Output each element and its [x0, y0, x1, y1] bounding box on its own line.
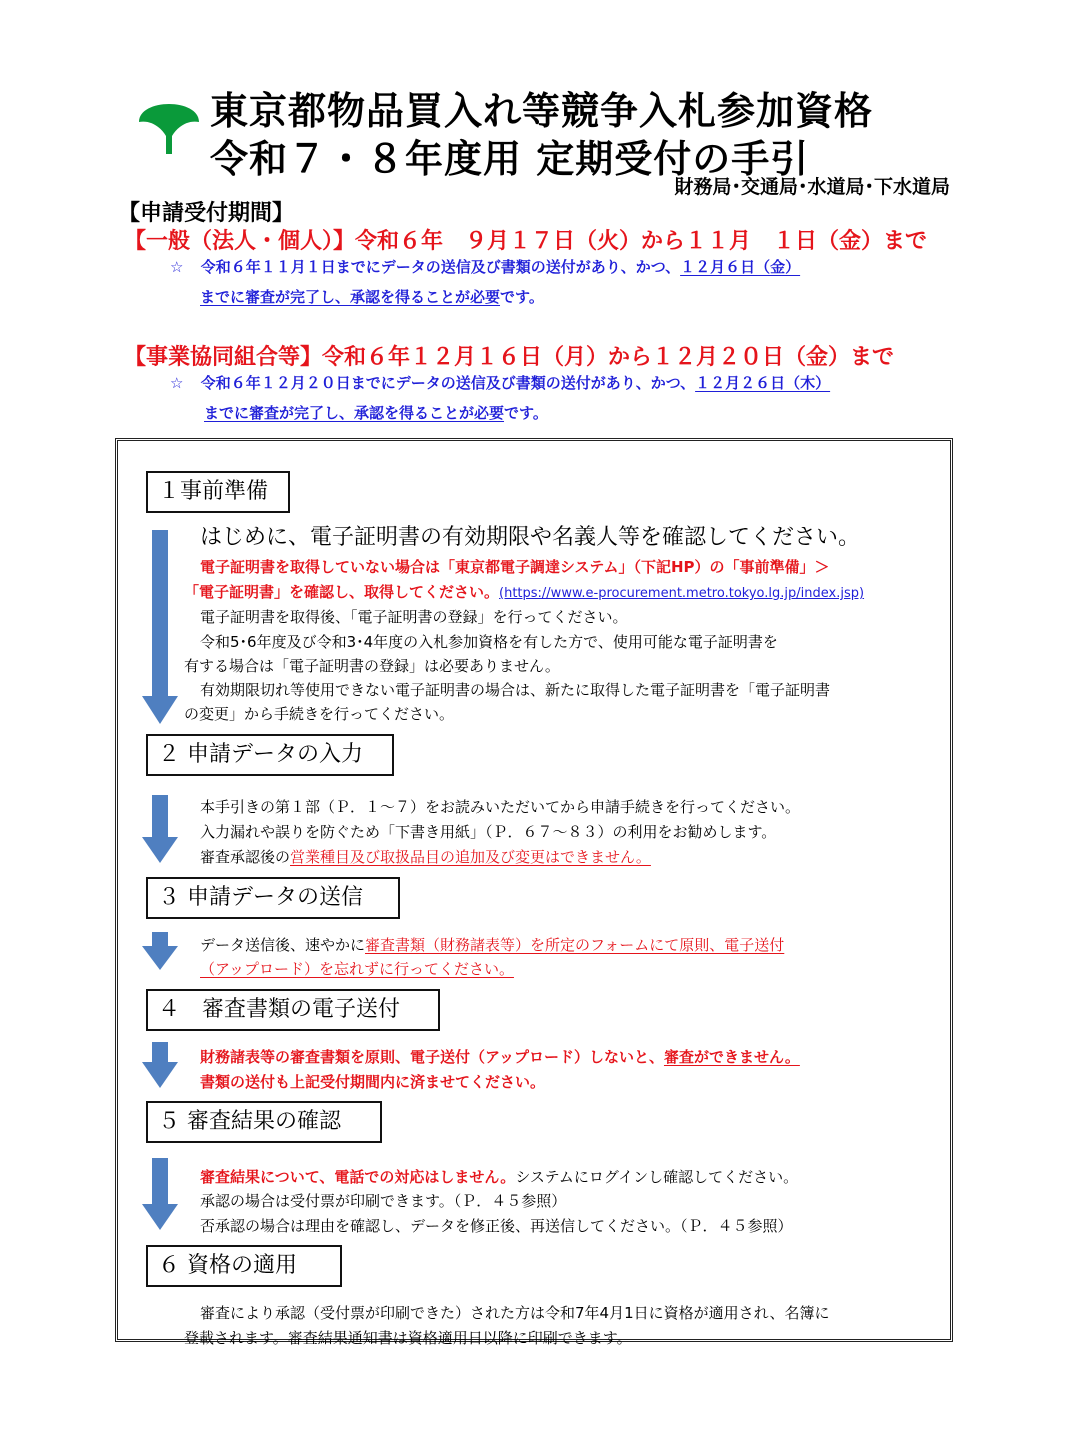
step-4-line-2: 書類の送付も上記受付期間内に済ませてください。: [200, 1073, 546, 1091]
title-line-2: 令和７・８年度用 定期受付の手引: [210, 137, 810, 181]
step-2-line-3: [200, 846, 651, 867]
general-note-date: １２月６日（金）: [680, 258, 801, 276]
step-5-warning: 審査結果について、電話での対応はしません。: [200, 1168, 516, 1186]
step-6-line-2: 登載されます。審査結果通知書は資格適用日以降に印刷できます。: [184, 1329, 632, 1347]
step-5-line-1-tail: システムにログインし確認してください。: [515, 1168, 799, 1186]
step-5-line-3: 否承認の場合は理由を確認し、データを修正後、再送信してください。（Ｐ．４５参照）: [200, 1217, 793, 1235]
step-1-intro: はじめに、電子証明書の有効期限や名義人等を確認してください。: [200, 525, 861, 550]
general-note-line-2: [200, 286, 544, 307]
down-arrow-icon: [140, 1042, 180, 1090]
step-3-line-1-prefix: データ送信後、速やかに: [200, 936, 366, 954]
step-1-red-line-1: 電子証明書を取得していない場合は「東京都電子調達システム」（下記HP）の「事前準備」＞: [200, 558, 830, 576]
step-3-line-2: （アップロード）を忘れずに行ってください。: [200, 960, 514, 978]
general-note-text: 令和６年１１月１日までにデータの送信及び書類の送付があり、かつ、: [200, 258, 681, 276]
step-1-line-4: 令和5･6年度及び令和3･4年度の入札参加資格を有した方で、使用可能な電子証明書を: [200, 633, 778, 651]
star-icon: ☆: [170, 374, 184, 392]
general-note-line-1: [170, 256, 800, 277]
step-6-line-1: 審査により承認（受付票が印刷できた）された方は令和7年4月1日に資格が適用され、名簿に: [200, 1304, 830, 1322]
step-1-red-line-2: [184, 581, 864, 602]
bureaus: 財務局･交通局･水道局･下水道局: [674, 176, 950, 198]
general-note-requirement: までに審査が完了し、承認を得ることが必要: [200, 288, 501, 306]
title-line-1: 東京都物品買入れ等競争入札参加資格: [210, 89, 874, 133]
step-1-line-7: の変更」から手続きを行ってください。: [184, 705, 455, 723]
step-4-line-1: [200, 1046, 800, 1067]
down-arrow-icon: [140, 932, 180, 972]
step-4-line-1-prefix: 財務諸表等の審査書類を原則、電子送付（アップロード）しないと、: [200, 1048, 664, 1066]
star-icon: ☆: [170, 258, 184, 276]
step-1-label: １事前準備: [146, 471, 290, 513]
step-4-label: ４ 審査書類の電子送付: [146, 989, 440, 1031]
step-1-red-text: 「電子証明書」を確認し、取得してください。: [184, 583, 500, 601]
step-5-line-1: [200, 1166, 798, 1187]
down-arrow-icon: [140, 530, 180, 726]
general-period: 【一般（法人・個人）】令和６年 ９月１７日（火）から１１月 １日（金）まで: [124, 229, 928, 254]
general-note-tail: です。: [500, 288, 544, 306]
step-3-label: ３ 申請データの送信: [146, 877, 400, 919]
cooperative-note-date: １２月２６日（木）: [695, 374, 831, 392]
step-1-line-3: 電子証明書を取得後、「電子証明書の登録」を行ってください。: [200, 608, 628, 626]
period-heading: 【申請受付期間】: [118, 201, 295, 226]
step-2-line-2: 入力漏れや誤りを防ぐため「下書き用紙」（Ｐ．６７～８３）の利用をお勧めします。: [200, 823, 777, 841]
ginkgo-logo-icon: [136, 86, 202, 158]
cooperative-note-line-2: [204, 402, 548, 423]
cooperative-period: 【事業協同組合等】令和６年１２月１６日（月）から１２月２０日（金）まで: [124, 345, 895, 370]
step-6-label: ６ 資格の適用: [146, 1245, 342, 1287]
step-3-line-1: [200, 934, 784, 955]
step-5-label: ５ 審査結果の確認: [146, 1101, 382, 1143]
cooperative-note-text: 令和６年１２月２０日までにデータの送信及び書類の送付があり、かつ、: [200, 374, 696, 392]
step-1-line-5: 有する場合は「電子証明書の登録」は必要ありません。: [184, 657, 560, 675]
cooperative-note-tail: です。: [504, 404, 548, 422]
step-2-line-3-prefix: 審査承認後の: [200, 848, 291, 866]
cooperative-note-line-1: [170, 372, 830, 393]
down-arrow-icon: [140, 795, 180, 865]
step-2-warning: 営業種目及び取扱品目の追加及び変更はできません。: [290, 848, 651, 866]
step-3-warning: 審査書類（財務諸表等）を所定のフォームにて原則、電子送付: [365, 936, 785, 954]
step-5-line-2: 承認の場合は受付票が印刷できます。（Ｐ．４５参照）: [200, 1192, 567, 1210]
step-1-line-6: 有効期限切れ等使用できない電子証明書の場合は、新たに取得した電子証明書を「電子証明書: [200, 681, 831, 699]
step-4-warning: 審査ができません。: [663, 1048, 800, 1066]
down-arrow-icon: [140, 1158, 180, 1232]
step-2-line-1: 本手引きの第１部（Ｐ．１～７）をお読みいただいてから申請手続きを行ってください。: [200, 798, 801, 816]
step-2-label: ２ 申請データの入力: [146, 734, 394, 776]
e-procurement-link[interactable]: (https://www.e-procurement.metro.tokyo.lg.jp/index.jsp): [499, 586, 865, 601]
cooperative-note-requirement: までに審査が完了し、承認を得ることが必要: [204, 404, 505, 422]
